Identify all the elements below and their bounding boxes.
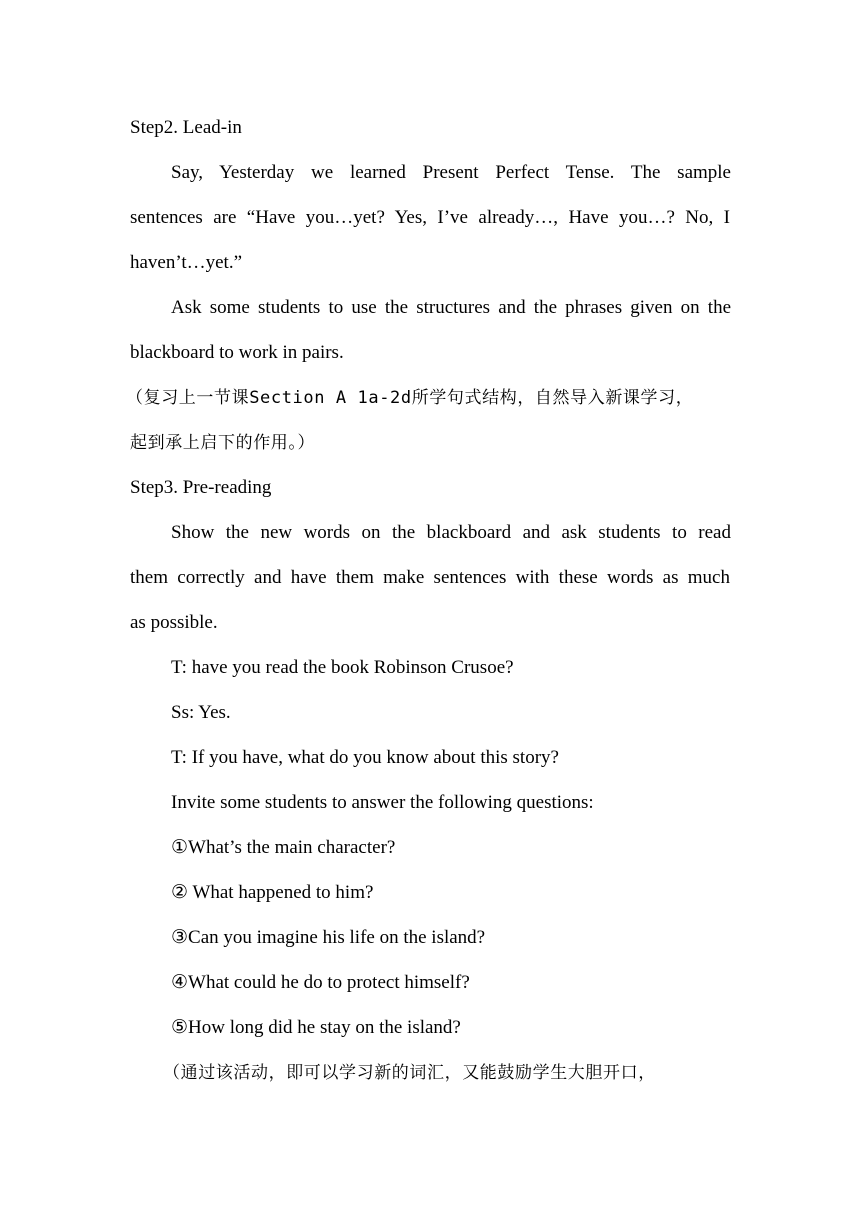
dialogue-line: Ss: Yes. (171, 702, 231, 723)
chinese-note-line: 起到承上启下的作用。） (130, 433, 316, 453)
paragraph-line: Show the new words on the blackboard and ask students to read (171, 522, 731, 543)
question-item: ①What’s the main character? (171, 837, 396, 858)
step2-heading: Step2. Lead-in (130, 117, 242, 138)
paragraph-line: Ask some students to use the structures and the phrases given on the (171, 297, 731, 318)
paragraph-line: haven’t…yet.” (130, 252, 243, 273)
paragraph-line: Invite some students to answer the following questions: (171, 792, 594, 813)
paragraph-line: sentences are “Have you…yet? Yes, I’ve already…, Have you…? No, I (130, 207, 730, 228)
dialogue-line: T: have you read the book Robinson Crusoe? (171, 657, 514, 678)
question-item: ⑤How long did he stay on the island? (171, 1017, 461, 1038)
question-item: ② What happened to him? (171, 882, 374, 903)
chinese-note-line: （通过该活动，即可以学习新的词汇，又能鼓励学生大胆开口， (163, 1063, 656, 1083)
question-item: ④What could he do to protect himself? (171, 972, 470, 993)
paragraph-line: blackboard to work in pairs. (130, 342, 344, 363)
step3-heading: Step3. Pre-reading (130, 477, 272, 498)
paragraph-line: as possible. (130, 612, 218, 633)
paragraph-line: Say, Yesterday we learned Present Perfect Tense. The sample (171, 162, 731, 183)
question-item: ③Can you imagine his life on the island? (171, 927, 486, 948)
paragraph-line: them correctly and have them make sentences with these words as much (130, 567, 730, 588)
dialogue-line: T: If you have, what do you know about this story? (171, 747, 559, 768)
chinese-note-line: （复习上一节课Section A 1a-2d所学句式结构，自然导入新课学习， (126, 388, 694, 408)
